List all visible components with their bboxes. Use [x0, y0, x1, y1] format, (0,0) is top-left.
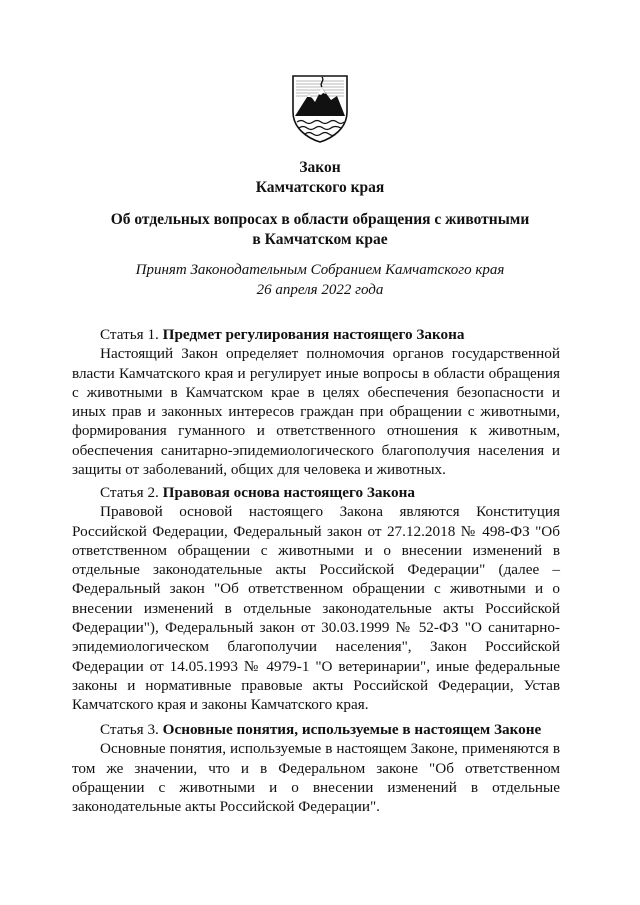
article-heading — [72, 483, 560, 502]
law-subject-line-2: в Камчатском крае — [252, 231, 388, 248]
article-3 — [72, 720, 560, 816]
article-title: Правовая основа настоящего Закона — [162, 484, 415, 501]
law-subject-line-1: Об отдельных вопросах в области обращения с животными — [110, 211, 530, 228]
article-number: Статья 1. — [100, 326, 159, 343]
article-title: Основные понятия, используемые в настоящем Законе — [162, 721, 542, 738]
article-number: Статья 3. — [100, 721, 159, 738]
article-text: Основные понятия, используемые в настоящем Законе, применяются в том же значении, что и в Федеральном законе "Об ответственном обращении с животными и о внесении изменений в отдельные законодательные акты Российской Федерации". — [72, 740, 560, 816]
article-heading — [72, 325, 560, 344]
article-title: Предмет регулирования настоящего Закона — [162, 326, 465, 343]
law-subject — [70, 210, 570, 250]
law-title — [70, 158, 570, 198]
article-heading — [72, 720, 560, 739]
article-2 — [72, 483, 560, 715]
law-title-line-1: Закон — [299, 159, 341, 176]
adoption-date: 26 апреля 2022 года — [256, 282, 384, 298]
article-text: Правовой основой настоящего Закона являются Конституция Российской Федерации, Федеральный закон от 27.12.2018 № 498-ФЗ "Об ответственном обращении с животными и о внесении изменений в отдельные законодательные акты Российской Федерации" (далее – Федеральный закон "Об ответственном обращении с животными и о внесении изменений в отдельные законодательные акты Российской Федерации"), Федеральный закон от 30.03.1999 № 52-ФЗ "О санитарно-эпидемиологическом благополучии населения", Закон Российской Федерации от 14.05.1993 № 4979-1 "О ветеринарии", иные федеральные законы и нормативные правовые акты Российской Федерации, Устав Камчатского края и законы Камчатского края. — [72, 503, 560, 714]
article-text: Настоящий Закон определяет полномочия органов государственной власти Камчатского края и регулирует иные вопросы в области обращения с животными в Камчатском крае в целях обеспечения безопасности и иных прав и законных интересов граждан при обращении с животными, формирования гуманного и ответственного отношения к животным, обеспечения санитарно-эпидемиологического благополучия населения и защиты от заболеваний, общих для человека и животных. — [72, 345, 560, 479]
article-number: Статья 2. — [100, 484, 159, 501]
adoption-note-line-1: Принят Законодательным Собранием Камчатского края — [135, 262, 505, 278]
law-title-line-2: Камчатского края — [255, 179, 385, 196]
adoption-note — [70, 260, 570, 300]
kamchatka-coat-of-arms-icon — [289, 72, 351, 144]
article-1 — [72, 325, 560, 479]
